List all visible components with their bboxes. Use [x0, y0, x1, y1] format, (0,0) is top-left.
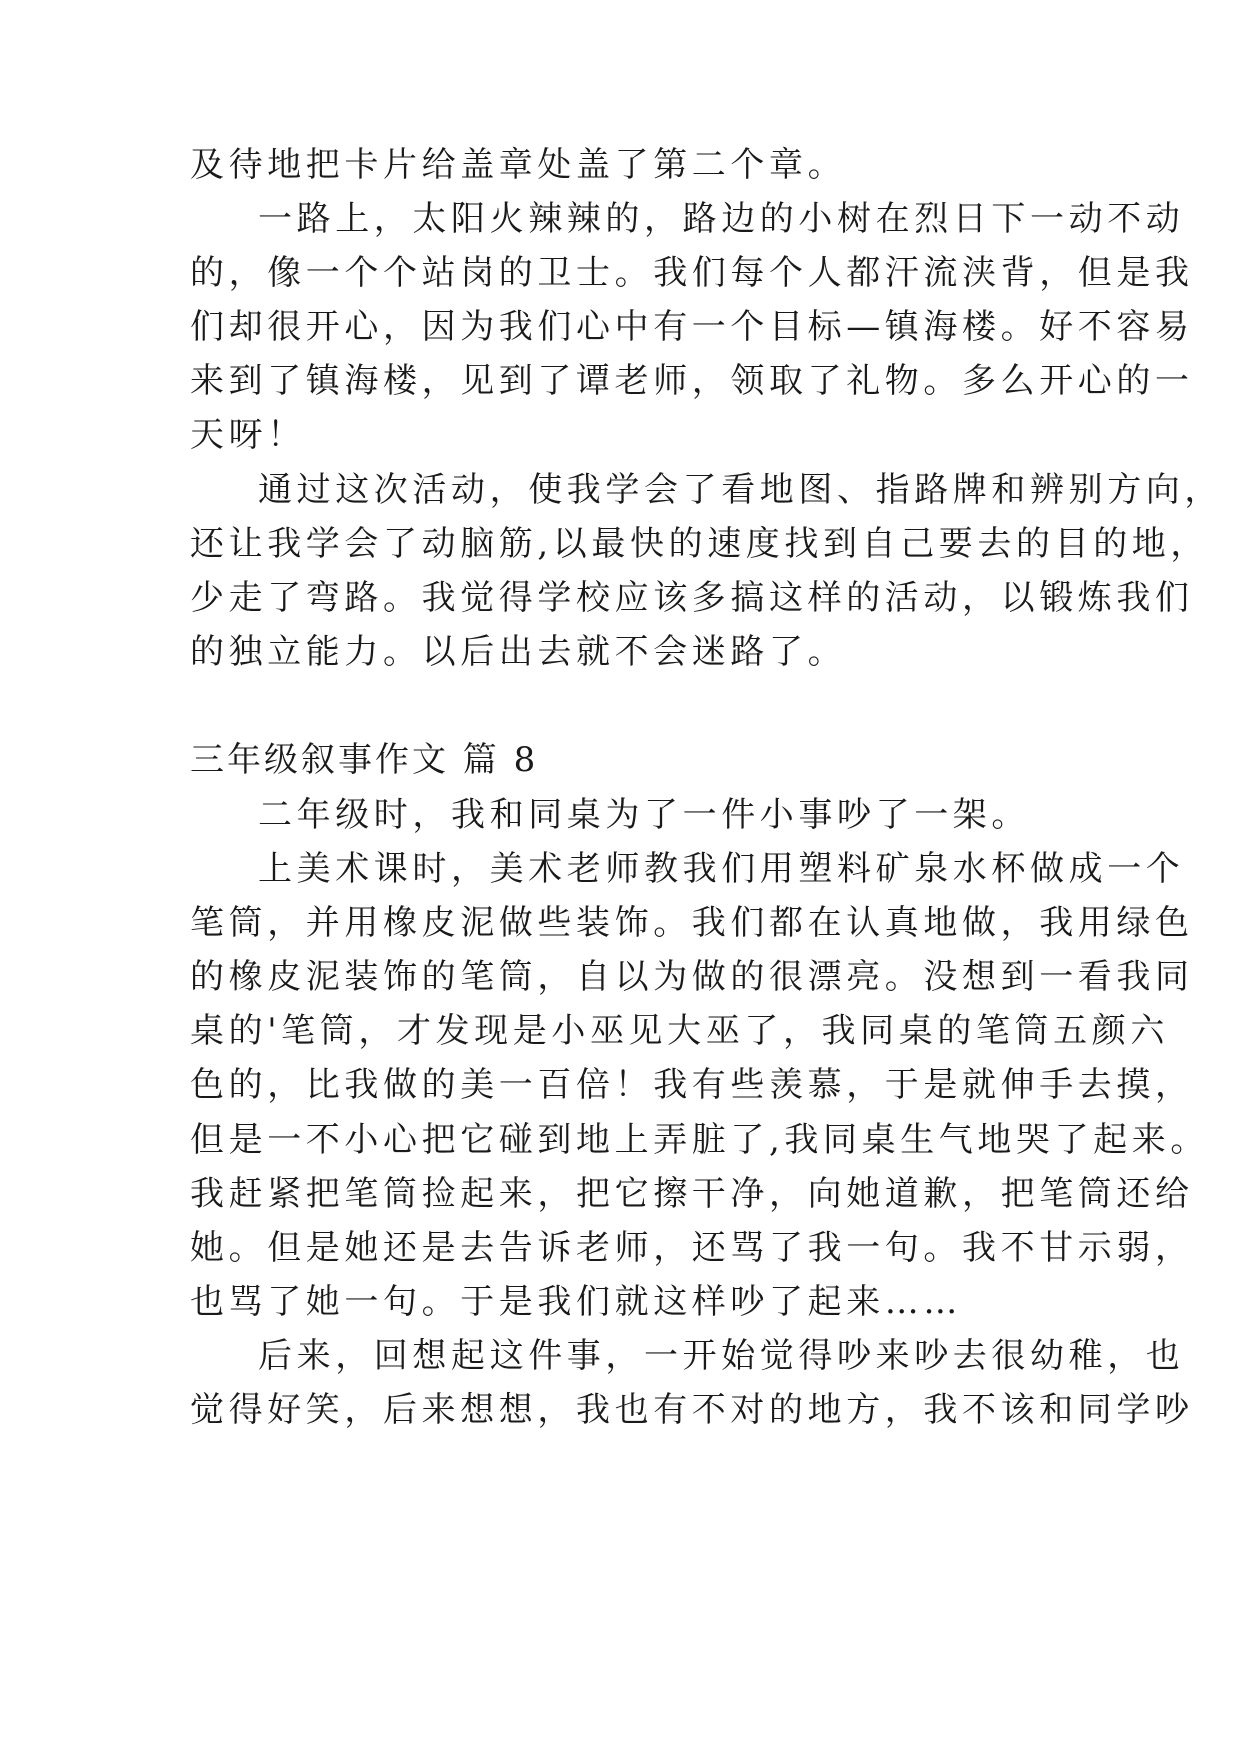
text-line: 及待地把卡片给盖章处盖了第二个章。 [190, 145, 847, 185]
paragraph-start-line: 一路上，太阳火辣辣的，路边的小树在烈日下一动不动 [258, 199, 1185, 239]
text-line: 但是一不小心把它碰到地上弄脏了,我同桌生气地哭了起来。 [190, 1120, 1210, 1160]
text-line: 的橡皮泥装饰的笔筒，自以为做的很漂亮。没想到一看我同 [190, 957, 1194, 997]
text-line: 的独立能力。以后出去就不会迷路了。 [190, 632, 847, 672]
text-line: 色的，比我做的美一百倍！我有些羡慕，于是就伸手去摸， [190, 1065, 1194, 1105]
text-line: 我赶紧把笔筒捡起来，把它擦干净，向她道歉，把笔筒还给 [190, 1174, 1194, 1214]
section-heading: 三年级叙事作文 篇 8 [190, 740, 539, 780]
paragraph-start-line: 通过这次活动，使我学会了看地图、指路牌和辨别方向， [258, 470, 1223, 510]
text-line: 觉得好笑，后来想想，我也有不对的地方，我不该和同学吵 [190, 1390, 1194, 1430]
paragraph-start-line: 二年级时，我和同桌为了一件小事吵了一架。 [258, 795, 1030, 835]
text-line: 还让我学会了动脑筋,以最快的速度找到自己要去的目的地， [190, 524, 1210, 564]
text-line: 们却很开心，因为我们心中有一个目标—镇海楼。好不容易 [190, 307, 1194, 347]
text-line: 笔筒，并用橡皮泥做些装饰。我们都在认真地做，我用绿色 [190, 903, 1194, 943]
text-line: 来到了镇海楼，见到了谭老师，领取了礼物。多么开心的一 [190, 361, 1194, 401]
text-line: 也骂了她一句。于是我们就这样吵了起来…… [190, 1282, 962, 1322]
paragraph-start-line: 上美术课时，美术老师教我们用塑料矿泉水杯做成一个 [258, 849, 1185, 889]
text-line: 少走了弯路。我觉得学校应该多搞这样的活动，以锻炼我们 [190, 578, 1194, 618]
paragraph-start-line: 后来，回想起这件事，一开始觉得吵来吵去很幼稚，也 [258, 1336, 1185, 1376]
text-line: 的，像一个个站岗的卫士。我们每个人都汗流浃背，但是我 [190, 253, 1194, 293]
text-line: 天呀！ [190, 415, 306, 455]
text-line: 她。但是她还是去告诉老师，还骂了我一句。我不甘示弱， [190, 1228, 1194, 1268]
text-line: 桌的'笔筒，才发现是小巫见大巫了，我同桌的笔筒五颜六 [190, 1011, 1169, 1051]
